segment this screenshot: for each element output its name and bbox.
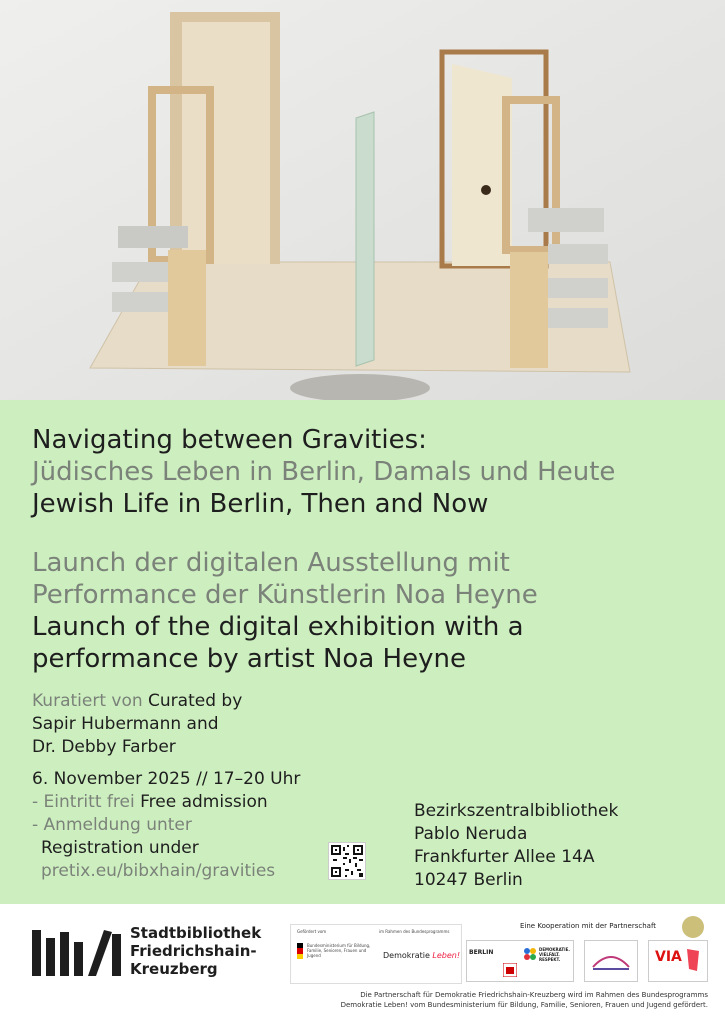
german-flag-icon [297,943,303,959]
via-label: VIA [655,949,682,965]
curator-2: Dr. Debby Farber [32,737,176,757]
library-logo [32,924,282,980]
title-english: Jewish Life in Berlin, Then and Now [32,489,489,519]
launch-description [32,547,672,675]
curators [32,690,352,759]
ministry-name: Bundesministerium für Bildung, Familie, Senioren, Frauen und Jugend [307,943,371,958]
registration-german: - Anmeldung unter [32,815,192,835]
venue-name2: Pablo Neruda [414,824,528,844]
program-frame-label: im Rahmen des Bundesprogramms [379,929,450,934]
content-panel [0,400,725,904]
hero-photo [0,0,725,400]
event-title [32,424,672,520]
admission-english: Free admission [140,792,268,812]
fine-print-line1: Die Partnerschaft für Demokratie Friedrichshain-Kreuzberg wird im Rahmen des Bundesprogramms [360,991,708,999]
registration-link[interactable]: pretix.eu/bibxhain/gravities [41,861,276,881]
funded-by-label: Gefördert vom [297,929,327,934]
partnership-badge-icon [682,916,704,938]
program-name-accent: Leben! [432,951,461,960]
program-name: Demokratie [383,951,430,960]
event-date-time: 6. November 2025 // 17–20 Uhr [32,769,301,789]
library-name-line3: Kreuzberg [130,960,218,978]
curator-1: Sapir Hubermann and [32,714,219,734]
registration-english: Registration under [41,838,199,858]
program-logo [383,951,460,960]
fine-print-line2: Demokratie Leben! vom Bundesministerium für Bildung, Familie, Senioren, Frauen und Jugend gefördert. [340,1001,708,1009]
qr-code-icon [329,843,365,879]
cooperation-label: Eine Kooperation mit der Partnerschaft [520,922,657,930]
berlin-bear-icon [503,963,517,977]
curated-label-english: Curated by [148,691,243,711]
partner-logo [584,940,638,982]
admission-german: - Eintritt frei [32,792,135,812]
title-line1: Navigating between Gravities: [32,425,427,455]
district-map-icon [685,947,701,973]
launch-german: Launch der digitalen Ausstellung mit Performance der Künstlerin Noa Heyne [32,548,538,610]
launch-english: Launch of the digital exhibition with a performance by artist Noa Heyne [32,612,524,674]
curated-label-german: Kuratiert von [32,691,143,711]
library-name-line2: Friedrichshain- [130,942,257,960]
berlin-label: BERLIN [469,949,494,956]
library-name [130,924,261,978]
sponsor-logos [290,924,462,984]
venue-name: Bezirkszentralbibliothek [414,801,619,821]
architecture-model-image [0,0,725,400]
via-logo [648,940,708,982]
footer [0,904,725,1024]
democracy-label: DEMOKRATIE. VIELFALT. RESPEKT. [539,947,570,962]
berlin-logo [466,940,574,982]
bridge-icon [585,941,637,981]
venue-city: 10247 Berlin [414,870,523,890]
library-name-line1: Stadtbibliothek [130,924,262,942]
library-books-icon [32,928,124,976]
democracy-circles-icon [523,947,537,961]
title-german: Jüdisches Leben in Berlin, Damals und Heute [32,457,616,487]
venue-street: Frankfurter Allee 14A [414,847,595,867]
fine-print [28,990,708,1010]
venue-address [414,800,714,892]
qr-code[interactable] [328,842,366,880]
